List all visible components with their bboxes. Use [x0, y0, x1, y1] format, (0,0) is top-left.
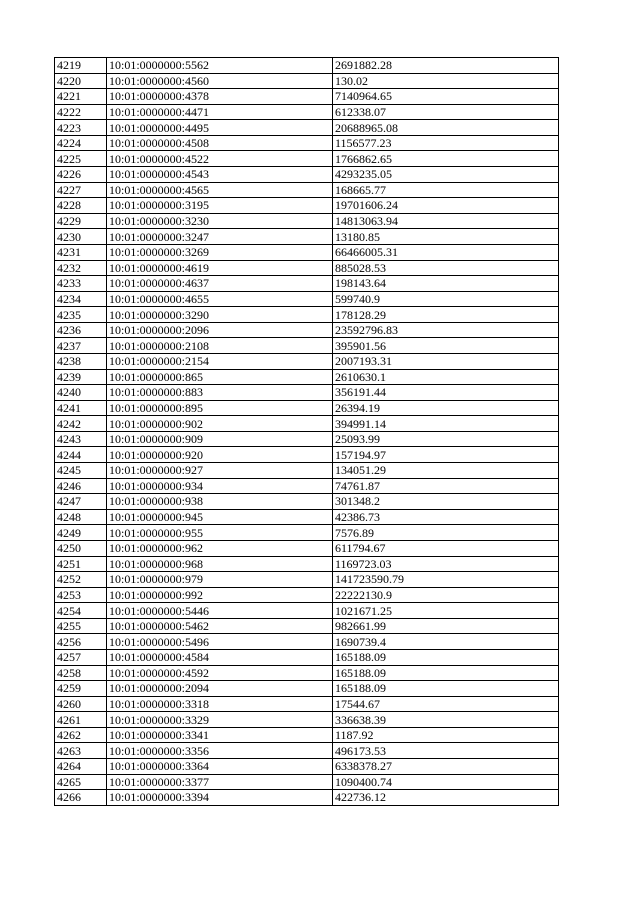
row-number-cell: 4224	[55, 135, 107, 151]
value-cell: 611794.67	[333, 540, 559, 556]
row-number-cell: 4259	[55, 681, 107, 697]
table-row	[55, 494, 559, 510]
cadastral-number-cell: 10:01:0000000:5462	[107, 618, 333, 634]
row-number-cell: 4225	[55, 151, 107, 167]
value-cell: 26394.19	[333, 400, 559, 416]
value-cell: 336638.39	[333, 712, 559, 728]
value-cell: 394991.14	[333, 416, 559, 432]
table-row	[55, 120, 559, 136]
value-cell: 20688965.08	[333, 120, 559, 136]
cadastral-number-cell: 10:01:0000000:5446	[107, 603, 333, 619]
value-cell: 356191.44	[333, 385, 559, 401]
table-row	[55, 353, 559, 369]
table-row	[55, 400, 559, 416]
cadastral-number-cell: 10:01:0000000:3247	[107, 229, 333, 245]
cadastral-number-cell: 10:01:0000000:945	[107, 509, 333, 525]
table-row	[55, 198, 559, 214]
table-row	[55, 556, 559, 572]
cadastral-number-cell: 10:01:0000000:934	[107, 478, 333, 494]
row-number-cell: 4265	[55, 774, 107, 790]
cadastral-number-cell: 10:01:0000000:3364	[107, 759, 333, 775]
row-number-cell: 4264	[55, 759, 107, 775]
value-cell: 130.02	[333, 73, 559, 89]
row-number-cell: 4232	[55, 260, 107, 276]
row-number-cell: 4261	[55, 712, 107, 728]
table-row	[55, 260, 559, 276]
cadastral-number-cell: 10:01:0000000:938	[107, 494, 333, 510]
row-number-cell: 4241	[55, 400, 107, 416]
value-cell: 1156577.23	[333, 135, 559, 151]
cadastral-number-cell: 10:01:0000000:902	[107, 416, 333, 432]
table-row	[55, 73, 559, 89]
cadastral-number-cell: 10:01:0000000:909	[107, 431, 333, 447]
table-row	[55, 104, 559, 120]
cadastral-number-cell: 10:01:0000000:3377	[107, 774, 333, 790]
row-number-cell: 4257	[55, 649, 107, 665]
table-row	[55, 727, 559, 743]
row-number-cell: 4251	[55, 556, 107, 572]
row-number-cell: 4223	[55, 120, 107, 136]
table-row	[55, 774, 559, 790]
table-row	[55, 743, 559, 759]
row-number-cell: 4238	[55, 353, 107, 369]
cadastral-number-cell: 10:01:0000000:2108	[107, 338, 333, 354]
table-row	[55, 447, 559, 463]
cadastral-number-cell: 10:01:0000000:3269	[107, 244, 333, 260]
row-number-cell: 4221	[55, 89, 107, 105]
table-row	[55, 151, 559, 167]
value-cell: 141723590.79	[333, 572, 559, 588]
cadastral-number-cell: 10:01:0000000:3290	[107, 307, 333, 323]
row-number-cell: 4246	[55, 478, 107, 494]
value-cell: 168665.77	[333, 182, 559, 198]
value-cell: 395901.56	[333, 338, 559, 354]
cadastral-number-cell: 10:01:0000000:962	[107, 540, 333, 556]
cadastral-number-cell: 10:01:0000000:3318	[107, 696, 333, 712]
row-number-cell: 4228	[55, 198, 107, 214]
value-cell: 2007193.31	[333, 353, 559, 369]
cadastral-number-cell: 10:01:0000000:2096	[107, 322, 333, 338]
value-cell: 13180.85	[333, 229, 559, 245]
row-number-cell: 4233	[55, 276, 107, 292]
cadastral-number-cell: 10:01:0000000:895	[107, 400, 333, 416]
row-number-cell: 4234	[55, 291, 107, 307]
table-row	[55, 540, 559, 556]
table-row	[55, 681, 559, 697]
value-cell: 422736.12	[333, 790, 559, 806]
cadastral-number-cell: 10:01:0000000:4619	[107, 260, 333, 276]
row-number-cell: 4222	[55, 104, 107, 120]
row-number-cell: 4235	[55, 307, 107, 323]
table-row	[55, 369, 559, 385]
row-number-cell: 4244	[55, 447, 107, 463]
cadastral-number-cell: 10:01:0000000:865	[107, 369, 333, 385]
table-row	[55, 89, 559, 105]
value-cell: 1169723.03	[333, 556, 559, 572]
value-cell: 496173.53	[333, 743, 559, 759]
row-number-cell: 4255	[55, 618, 107, 634]
row-number-cell: 4236	[55, 322, 107, 338]
table-row	[55, 790, 559, 806]
table-row	[55, 712, 559, 728]
table-row	[55, 291, 559, 307]
value-cell: 7576.89	[333, 525, 559, 541]
cadastral-number-cell: 10:01:0000000:4495	[107, 120, 333, 136]
table-row	[55, 634, 559, 650]
table-row	[55, 431, 559, 447]
table-row	[55, 587, 559, 603]
row-number-cell: 4252	[55, 572, 107, 588]
value-cell: 2691882.28	[333, 58, 559, 74]
table-row	[55, 618, 559, 634]
row-number-cell: 4226	[55, 167, 107, 183]
table-row	[55, 338, 559, 354]
table-body	[55, 58, 559, 806]
table-row	[55, 416, 559, 432]
value-cell: 14813063.94	[333, 213, 559, 229]
row-number-cell: 4237	[55, 338, 107, 354]
table-row	[55, 385, 559, 401]
value-cell: 198143.64	[333, 276, 559, 292]
cadastral-number-cell: 10:01:0000000:5562	[107, 58, 333, 74]
row-number-cell: 4219	[55, 58, 107, 74]
table-row	[55, 276, 559, 292]
cadastral-number-cell: 10:01:0000000:2154	[107, 353, 333, 369]
cadastral-number-cell: 10:01:0000000:992	[107, 587, 333, 603]
cadastral-number-cell: 10:01:0000000:883	[107, 385, 333, 401]
table-row	[55, 58, 559, 74]
cadastral-number-cell: 10:01:0000000:4592	[107, 665, 333, 681]
row-number-cell: 4250	[55, 540, 107, 556]
table-row	[55, 135, 559, 151]
table-row	[55, 244, 559, 260]
cadastral-number-cell: 10:01:0000000:2094	[107, 681, 333, 697]
row-number-cell: 4240	[55, 385, 107, 401]
cadastral-number-cell: 10:01:0000000:3329	[107, 712, 333, 728]
cadastral-number-cell: 10:01:0000000:4471	[107, 104, 333, 120]
cadastral-number-cell: 10:01:0000000:3356	[107, 743, 333, 759]
value-cell: 6338378.27	[333, 759, 559, 775]
cadastral-number-cell: 10:01:0000000:927	[107, 463, 333, 479]
cadastral-number-cell: 10:01:0000000:3394	[107, 790, 333, 806]
row-number-cell: 4245	[55, 463, 107, 479]
row-number-cell: 4248	[55, 509, 107, 525]
value-cell: 74761.87	[333, 478, 559, 494]
value-cell: 23592796.83	[333, 322, 559, 338]
value-cell: 165188.09	[333, 665, 559, 681]
value-cell: 1090400.74	[333, 774, 559, 790]
cadastral-number-cell: 10:01:0000000:4655	[107, 291, 333, 307]
table-row	[55, 167, 559, 183]
cadastral-number-cell: 10:01:0000000:4508	[107, 135, 333, 151]
table-row	[55, 665, 559, 681]
value-cell: 301348.2	[333, 494, 559, 510]
table-row	[55, 509, 559, 525]
value-cell: 1187.92	[333, 727, 559, 743]
table-row	[55, 229, 559, 245]
cadastral-number-cell: 10:01:0000000:979	[107, 572, 333, 588]
value-cell: 1021671.25	[333, 603, 559, 619]
cadastral-number-cell: 10:01:0000000:3195	[107, 198, 333, 214]
value-cell: 19701606.24	[333, 198, 559, 214]
value-cell: 157194.97	[333, 447, 559, 463]
cadastral-number-cell: 10:01:0000000:4543	[107, 167, 333, 183]
value-cell: 178128.29	[333, 307, 559, 323]
value-cell: 165188.09	[333, 649, 559, 665]
cadastral-number-cell: 10:01:0000000:4637	[107, 276, 333, 292]
cadastral-number-cell: 10:01:0000000:5496	[107, 634, 333, 650]
table-row	[55, 463, 559, 479]
value-cell: 2610630.1	[333, 369, 559, 385]
table-row	[55, 478, 559, 494]
table-row	[55, 572, 559, 588]
value-cell: 25093.99	[333, 431, 559, 447]
value-cell: 42386.73	[333, 509, 559, 525]
cadastral-number-cell: 10:01:0000000:4378	[107, 89, 333, 105]
table-row	[55, 603, 559, 619]
cadastral-number-cell: 10:01:0000000:920	[107, 447, 333, 463]
row-number-cell: 4258	[55, 665, 107, 681]
data-table	[54, 57, 559, 806]
table-row	[55, 182, 559, 198]
row-number-cell: 4260	[55, 696, 107, 712]
row-number-cell: 4229	[55, 213, 107, 229]
value-cell: 134051.29	[333, 463, 559, 479]
row-number-cell: 4247	[55, 494, 107, 510]
table-row	[55, 213, 559, 229]
table-row	[55, 649, 559, 665]
value-cell: 1690739.4	[333, 634, 559, 650]
value-cell: 599740.9	[333, 291, 559, 307]
value-cell: 4293235.05	[333, 167, 559, 183]
table-row	[55, 696, 559, 712]
value-cell: 982661.99	[333, 618, 559, 634]
table-row	[55, 759, 559, 775]
cadastral-number-cell: 10:01:0000000:4560	[107, 73, 333, 89]
cadastral-number-cell: 10:01:0000000:968	[107, 556, 333, 572]
value-cell: 885028.53	[333, 260, 559, 276]
value-cell: 612338.07	[333, 104, 559, 120]
row-number-cell: 4227	[55, 182, 107, 198]
cadastral-number-cell: 10:01:0000000:4584	[107, 649, 333, 665]
cadastral-number-cell: 10:01:0000000:4522	[107, 151, 333, 167]
value-cell: 22222130.9	[333, 587, 559, 603]
row-number-cell: 4242	[55, 416, 107, 432]
table-row	[55, 322, 559, 338]
row-number-cell: 4266	[55, 790, 107, 806]
row-number-cell: 4262	[55, 727, 107, 743]
value-cell: 165188.09	[333, 681, 559, 697]
row-number-cell: 4220	[55, 73, 107, 89]
row-number-cell: 4239	[55, 369, 107, 385]
row-number-cell: 4253	[55, 587, 107, 603]
value-cell: 7140964.65	[333, 89, 559, 105]
row-number-cell: 4249	[55, 525, 107, 541]
cadastral-number-cell: 10:01:0000000:4565	[107, 182, 333, 198]
value-cell: 17544.67	[333, 696, 559, 712]
table-row	[55, 307, 559, 323]
cadastral-number-cell: 10:01:0000000:3230	[107, 213, 333, 229]
value-cell: 66466005.31	[333, 244, 559, 260]
row-number-cell: 4230	[55, 229, 107, 245]
table-row	[55, 525, 559, 541]
cadastral-number-cell: 10:01:0000000:955	[107, 525, 333, 541]
row-number-cell: 4254	[55, 603, 107, 619]
row-number-cell: 4256	[55, 634, 107, 650]
row-number-cell: 4231	[55, 244, 107, 260]
cadastral-number-cell: 10:01:0000000:3341	[107, 727, 333, 743]
row-number-cell: 4263	[55, 743, 107, 759]
value-cell: 1766862.65	[333, 151, 559, 167]
row-number-cell: 4243	[55, 431, 107, 447]
